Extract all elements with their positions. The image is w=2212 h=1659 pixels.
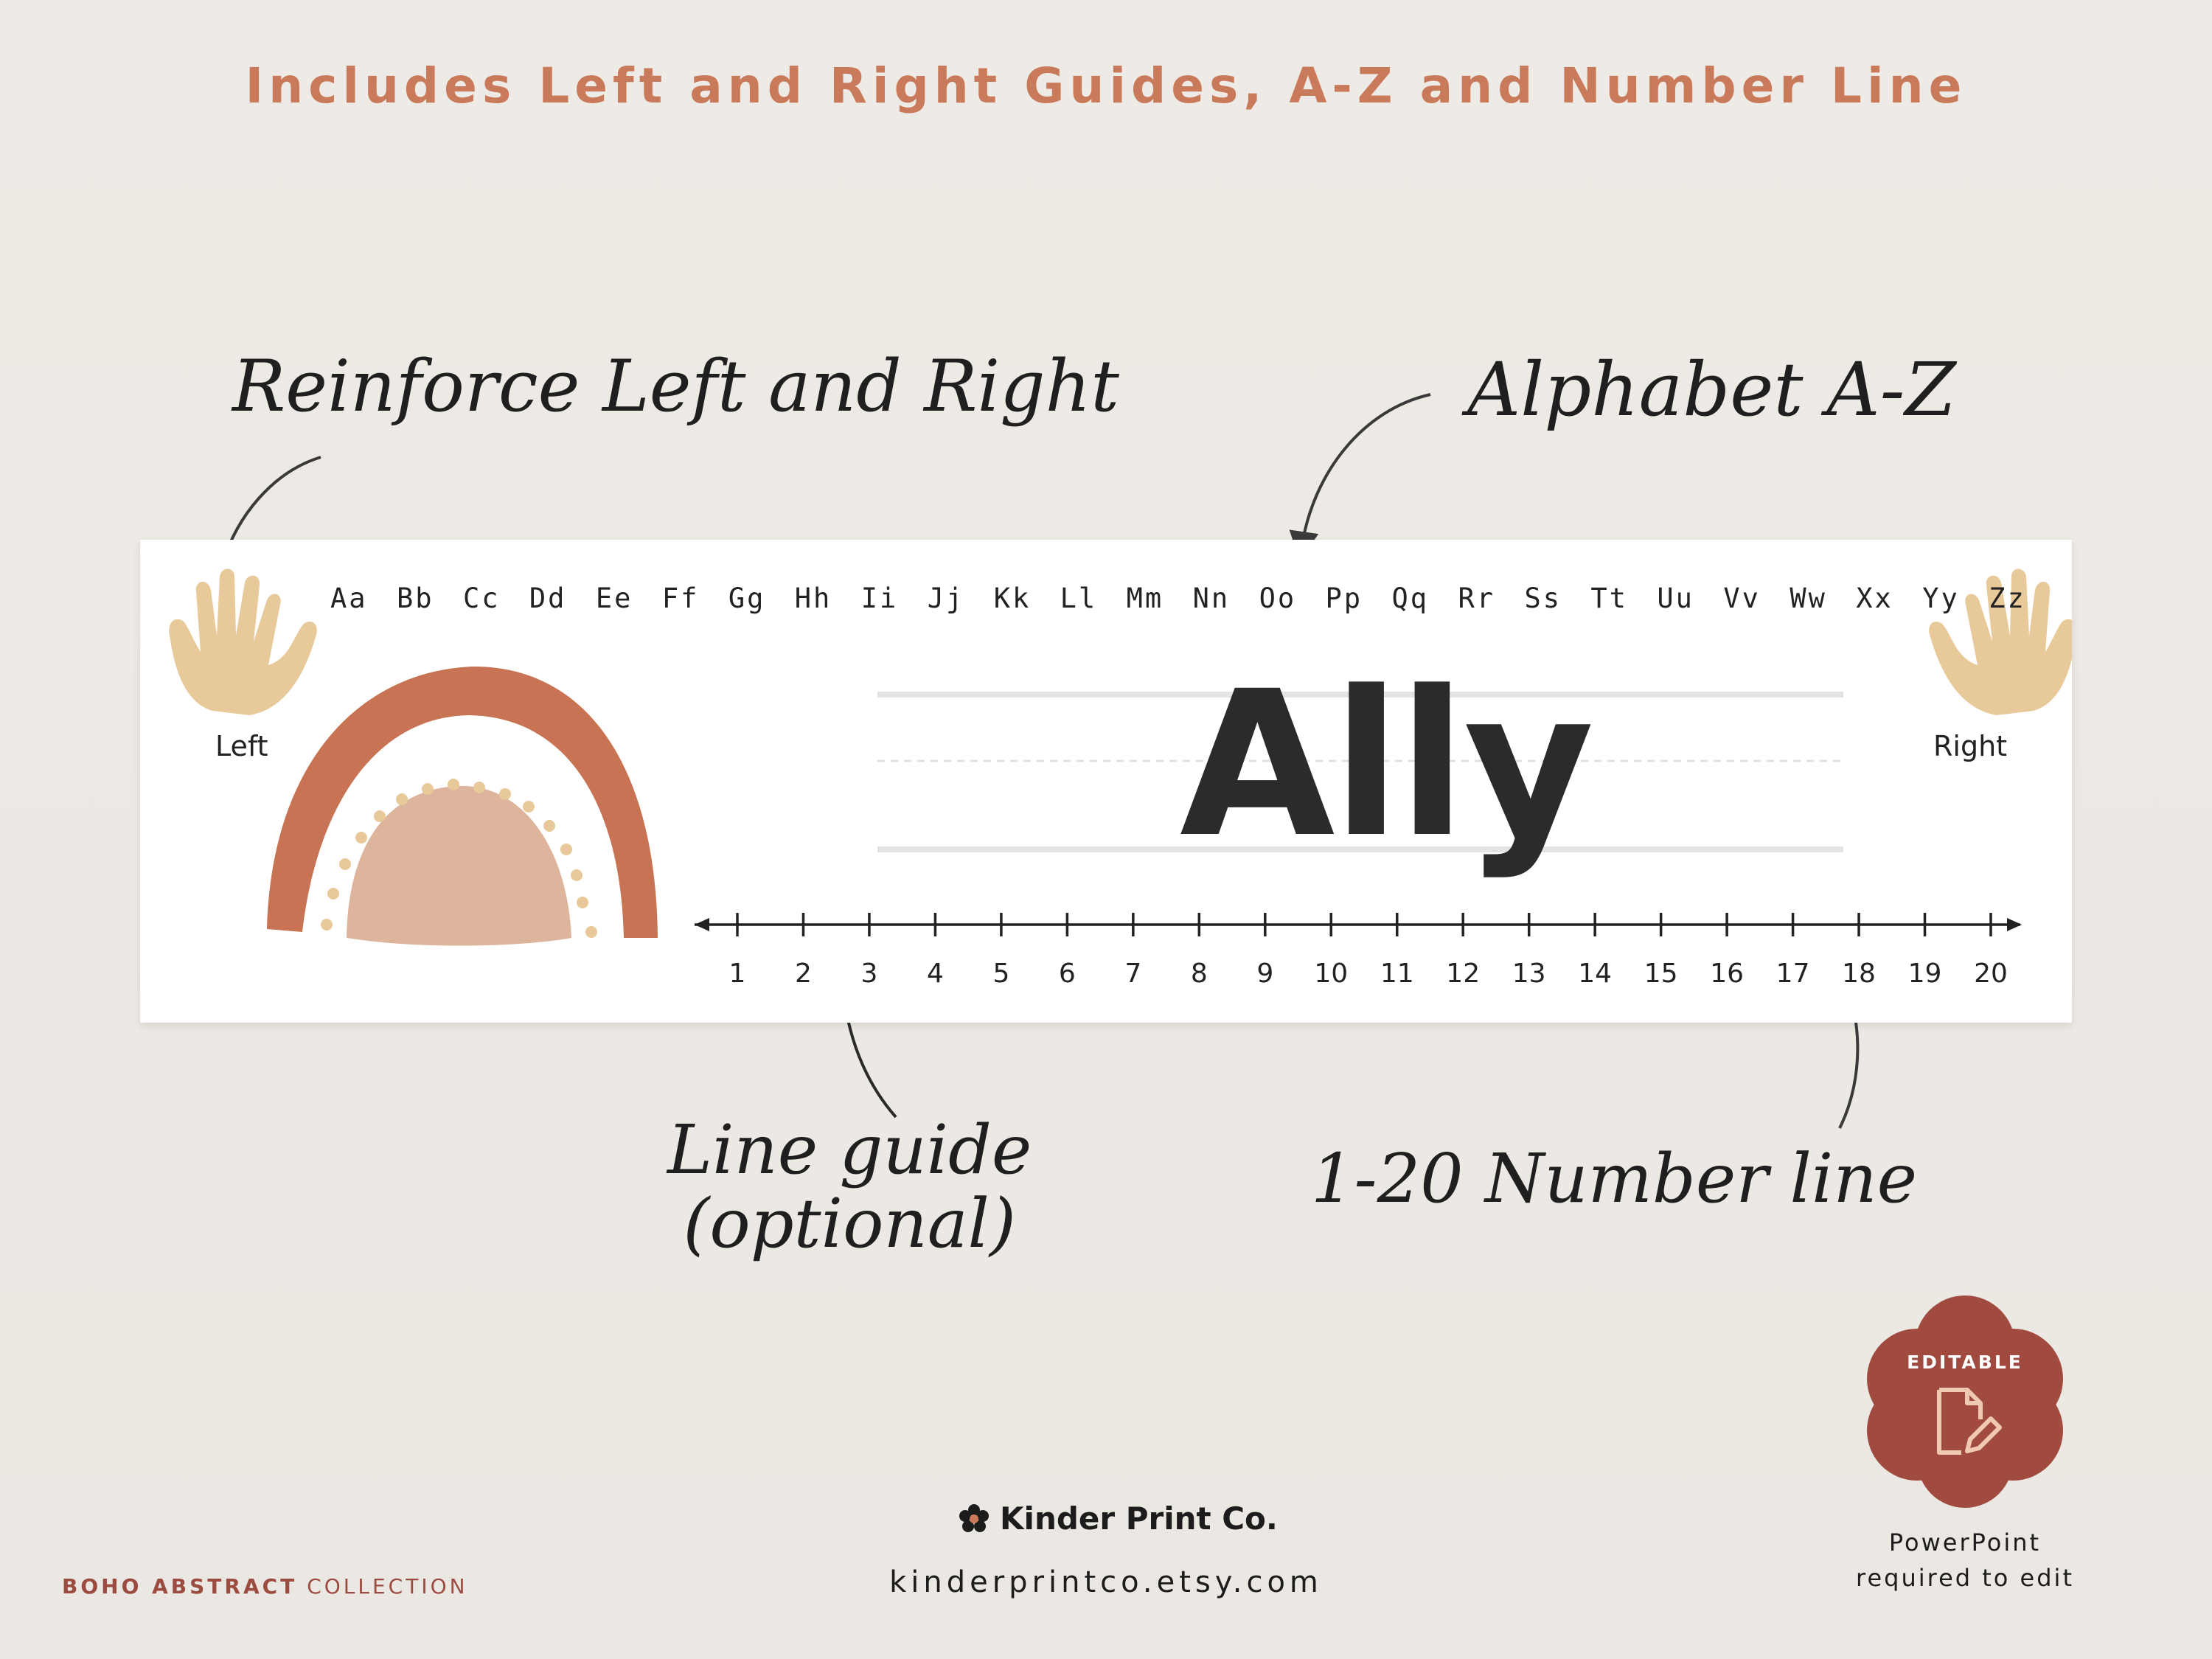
rainbow-illustration	[267, 667, 658, 946]
document-edit-icon	[1932, 1386, 2002, 1460]
number-line	[695, 913, 2022, 936]
number-label: 18	[1842, 959, 1876, 989]
number-label: 10	[1314, 959, 1349, 989]
left-hand-icon	[169, 569, 316, 716]
number-label: 8	[1190, 959, 1208, 989]
number-label: 4	[926, 959, 944, 989]
alphabet-letter: Nn	[1192, 582, 1231, 614]
badge-note	[1821, 1525, 2109, 1596]
collection-name: BOHO ABSTRACT	[62, 1574, 298, 1599]
number-label: 7	[1124, 959, 1142, 989]
alphabet-letter: Zz	[1989, 582, 2026, 614]
shop-url: kinderprintco.etsy.com	[889, 1565, 1323, 1599]
annotation-line-guide-note: (optional)	[683, 1184, 1016, 1263]
annotation-number-line: 1-20 Number line	[1311, 1139, 1918, 1218]
alphabet-letter: Tt	[1590, 582, 1628, 614]
number-label: 1	[728, 959, 746, 989]
alphabet-letter: Ss	[1524, 582, 1562, 614]
number-label: 5	[992, 959, 1010, 989]
alphabet-letter: Uu	[1657, 582, 1694, 614]
badge-note-line-2: required to edit	[1856, 1564, 2074, 1592]
editable-badge	[1865, 1294, 2065, 1508]
headline: Includes Left and Right Guides, A-Z and Number Line	[245, 58, 1967, 114]
brand	[959, 1500, 1278, 1537]
annotation-alphabet: Alphabet A-Z	[1467, 347, 1956, 433]
badge-label: EDITABLE	[1907, 1352, 2023, 1373]
alphabet-letter: Aa	[330, 582, 368, 614]
right-label: Right	[1933, 730, 2008, 762]
number-label: 16	[1710, 959, 1744, 989]
number-label: 3	[860, 959, 878, 989]
alphabet-letter: Xx	[1856, 582, 1893, 614]
alphabet-letter: Kk	[993, 582, 1032, 614]
collection-label	[62, 1574, 468, 1599]
number-label: 11	[1380, 959, 1414, 989]
number-label: 17	[1775, 959, 1810, 989]
name-plate	[140, 540, 2072, 1023]
alphabet-letter: Oo	[1259, 582, 1297, 614]
number-label: 6	[1058, 959, 1076, 989]
alphabet-letter: Qq	[1391, 582, 1430, 614]
badge-note-line-1: PowerPoint	[1888, 1528, 2042, 1557]
alphabet-letter: Ff	[661, 582, 700, 614]
alphabet-letter: Dd	[529, 582, 567, 614]
student-name: Ally	[1180, 649, 1592, 882]
alphabet-letter: Ii	[860, 582, 899, 614]
annotation-reinforce: Reinforce Left and Right	[232, 345, 1119, 428]
alphabet-strip	[330, 582, 2026, 614]
number-label: 9	[1256, 959, 1274, 989]
alphabet-letter: Yy	[1922, 582, 1960, 614]
alphabet-letter: Gg	[728, 582, 766, 614]
left-label: Left	[215, 730, 268, 762]
alphabet-letter: Rr	[1458, 582, 1496, 614]
number-label: 14	[1578, 959, 1613, 989]
alphabet-letter: Ww	[1790, 582, 1827, 614]
number-label: 15	[1644, 959, 1678, 989]
alphabet-letter: Cc	[462, 582, 501, 614]
number-label: 13	[1512, 959, 1546, 989]
alphabet-letter: Vv	[1723, 582, 1761, 614]
arrow-to-alphabet	[1301, 394, 1430, 549]
alphabet-letter: Ll	[1060, 582, 1098, 614]
alphabet-letter: Ee	[595, 582, 633, 614]
number-label: 20	[1974, 959, 2008, 989]
brand-name: Kinder Print Co.	[1000, 1500, 1278, 1537]
alphabet-letter: Mm	[1126, 582, 1164, 614]
number-label: 19	[1907, 959, 1942, 989]
alphabet-letter: Pp	[1325, 582, 1363, 614]
collection-suffix: COLLECTION	[297, 1574, 468, 1599]
annotation-line-guide-title: Line guide	[667, 1110, 1032, 1189]
number-label: 12	[1446, 959, 1481, 989]
alphabet-letter: Hh	[794, 582, 832, 614]
alphabet-letter: Bb	[396, 582, 434, 614]
flower-logo-icon	[959, 1503, 990, 1534]
alphabet-letter: Jj	[927, 582, 965, 614]
number-label: 2	[795, 959, 812, 989]
